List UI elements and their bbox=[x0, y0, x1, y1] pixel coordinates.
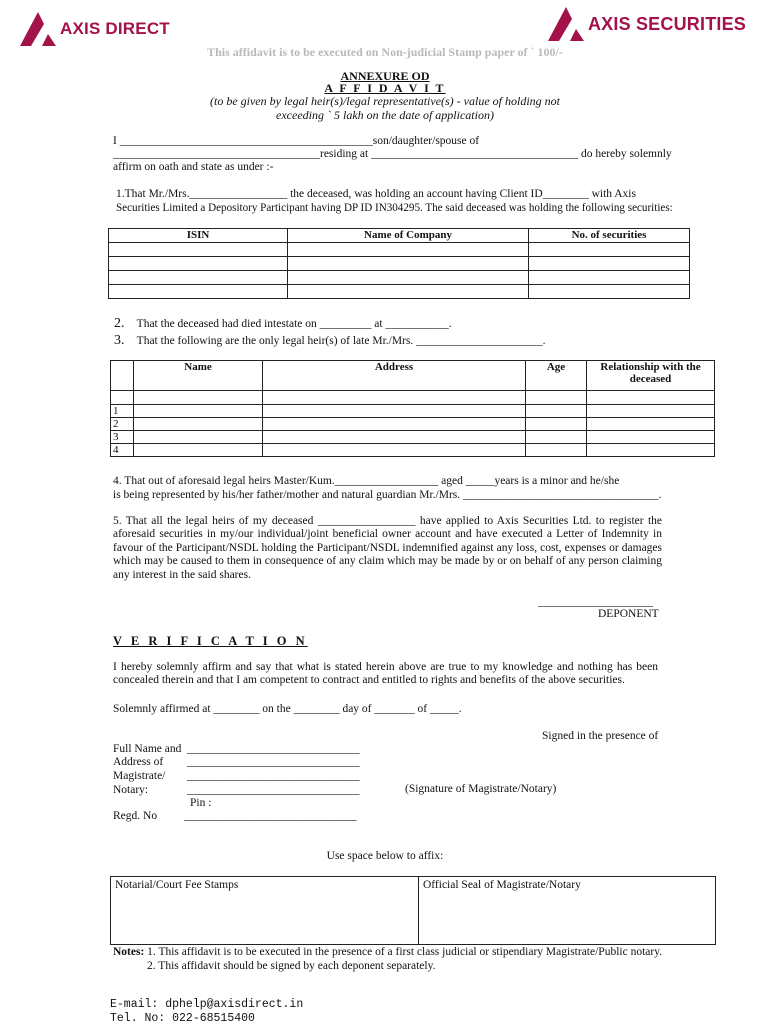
table-cell[interactable] bbox=[587, 418, 715, 431]
point-3 bbox=[114, 333, 545, 349]
affix-boxes bbox=[110, 876, 716, 945]
table-cell[interactable] bbox=[526, 431, 587, 444]
note-1 bbox=[113, 945, 662, 959]
row-number: 2 bbox=[111, 418, 134, 431]
notes-label: Notes: bbox=[113, 946, 145, 958]
table-cell[interactable] bbox=[288, 243, 529, 257]
table-row bbox=[109, 243, 690, 257]
table-cell[interactable] bbox=[587, 431, 715, 444]
intro-i: I bbox=[113, 135, 117, 147]
col-company: Name of Company bbox=[288, 229, 529, 243]
table-row bbox=[111, 391, 715, 405]
col-isin: ISIN bbox=[109, 229, 288, 243]
table-row bbox=[111, 405, 715, 418]
address-blank-3[interactable]: ______________________________ bbox=[187, 784, 360, 796]
table-cell[interactable] bbox=[529, 271, 690, 285]
annexure-title: ANNEXURE OD bbox=[340, 69, 430, 83]
point-3-number: 3. bbox=[114, 333, 125, 348]
point-2-number: 2. bbox=[114, 316, 125, 331]
point-2-text: That the deceased had died intestate on _________ at ___________. bbox=[136, 318, 452, 330]
axis-logo-icon bbox=[546, 5, 586, 43]
table-cell[interactable] bbox=[134, 418, 263, 431]
para4-line-1: 4. That out of aforesaid legal heirs Master/Kum.__________________ aged _____years is a minor and he/she bbox=[113, 475, 620, 487]
affix-label: Use space below to affix: bbox=[326, 850, 444, 862]
table-cell[interactable] bbox=[263, 405, 526, 418]
row-number: 1 bbox=[111, 405, 134, 418]
full-name-label: Full Name and bbox=[113, 743, 182, 755]
table-cell[interactable] bbox=[587, 444, 715, 457]
regd-no-blank[interactable]: ______________________________ bbox=[184, 810, 357, 822]
note-2: 2. This affidavit should be signed by each deponent separately. bbox=[147, 960, 436, 972]
table-cell[interactable] bbox=[109, 285, 288, 299]
court-fee-stamp-box: Notarial/Court Fee Stamps bbox=[111, 877, 419, 944]
col-address: Address bbox=[263, 361, 526, 391]
table-row bbox=[109, 271, 690, 285]
table-cell[interactable] bbox=[526, 391, 587, 405]
table-cell[interactable] bbox=[526, 418, 587, 431]
table-cell[interactable] bbox=[587, 391, 715, 405]
para4-line-2: is being represented by his/her father/mother and natural guardian Mr./Mrs. __________________________________. bbox=[113, 489, 662, 501]
row-number: 3 bbox=[111, 431, 134, 444]
para5-text: 5. That all the legal heirs of my deceased _________________ have applied to Axis Securities Ltd. to register the aforesaid securities in my/our individual/joint beneficial owner account and have executed a Letter of Indemnity in favour of the Participant/NSDL holding the Participant/NSDL indemnified against any loss, cost, expenses or damages which may be caused to them in consequence of any claim which may be made by or on behalf of any person claiming any interest in the said shares. bbox=[113, 515, 662, 581]
col-securities: No. of securities bbox=[529, 229, 690, 243]
contact-tel: Tel. No: 022-68515400 bbox=[110, 1012, 255, 1025]
axis-direct-logo bbox=[18, 10, 170, 48]
securities-table bbox=[108, 228, 690, 299]
notary-label: Notary: bbox=[113, 784, 149, 796]
intro-name-blank[interactable]: ____________________________________________son/daughter/spouse of bbox=[119, 135, 480, 147]
note-1-text: 1. This affidavit is to be executed in the presence of a first class judicial or stipendiary Magistrate/Public notary. bbox=[147, 946, 663, 958]
signed-presence-label: Signed in the presence of bbox=[542, 730, 659, 742]
row-number bbox=[111, 391, 134, 405]
table-row bbox=[109, 285, 690, 299]
table-cell[interactable] bbox=[529, 243, 690, 257]
intro-solemnly: do hereby solemnly bbox=[580, 148, 672, 160]
col-age: Age bbox=[526, 361, 587, 391]
address-label: Address of bbox=[113, 756, 164, 768]
legal-heirs-table bbox=[110, 360, 715, 457]
table-cell[interactable] bbox=[109, 243, 288, 257]
notes bbox=[113, 945, 662, 973]
table-cell[interactable] bbox=[263, 444, 526, 457]
para1-line-2: Securities Limited a Depository Participant having DP ID IN304295. The said deceased was holding the following securities: bbox=[116, 202, 673, 214]
full-name-blank[interactable]: ______________________________ bbox=[187, 743, 360, 755]
row-number: 4 bbox=[111, 444, 134, 457]
affidavit-subtitle-2: exceeding ` 5 lakh on the date of application) bbox=[276, 108, 494, 122]
table-row bbox=[109, 257, 690, 271]
table-cell[interactable] bbox=[288, 285, 529, 299]
magistrate-signature-label: (Signature of Magistrate/Notary) bbox=[405, 783, 557, 795]
table-cell[interactable] bbox=[109, 271, 288, 285]
intro-line-3: affirm on oath and state as under :- bbox=[113, 161, 274, 173]
intro-relation-blank[interactable]: ____________________________________residing at bbox=[113, 148, 369, 160]
axis-direct-logo-text: AXIS DIRECT bbox=[60, 19, 170, 38]
affidavit-subtitle-1: (to be given by legal heir(s)/legal representative(s) - value of holding not bbox=[209, 94, 560, 108]
point-3-text: That the following are the only legal heir(s) of late Mr./Mrs. ______________________. bbox=[136, 335, 546, 347]
solemnly-affirmed-line: Solemnly affirmed at ________ on the ________ day of _______ of _____. bbox=[113, 703, 462, 715]
table-cell[interactable] bbox=[526, 444, 587, 457]
para1-line-1: 1.That Mr./Mrs._________________ the deceased, was holding an account having Client ID________ with Axis bbox=[116, 188, 636, 200]
col-number bbox=[111, 361, 134, 391]
deponent-label: DEPONENT bbox=[598, 608, 659, 620]
contact-email: E-mail: dphelp@axisdirect.in bbox=[110, 998, 304, 1011]
table-cell[interactable] bbox=[587, 405, 715, 418]
table-cell[interactable] bbox=[529, 257, 690, 271]
point-2 bbox=[114, 316, 452, 332]
pin-label: Pin : bbox=[190, 797, 212, 809]
table-cell[interactable] bbox=[288, 271, 529, 285]
axis-securities-logo bbox=[546, 5, 746, 43]
intro-address-blank[interactable]: ____________________________________ bbox=[371, 148, 579, 160]
table-cell[interactable] bbox=[134, 431, 263, 444]
magistrate-label: Magistrate/ bbox=[113, 770, 166, 782]
verification-text: I hereby solemnly affirm and say that what is stated herein above are true to my knowledge and nothing has been concealed therein and that I am competent to contract and entitled to rights and benefits of the above securities. bbox=[113, 661, 658, 687]
table-cell[interactable] bbox=[134, 391, 263, 405]
address-blank-2[interactable]: ______________________________ bbox=[187, 770, 360, 782]
col-relationship: Relationship with the deceased bbox=[587, 361, 715, 391]
table-cell[interactable] bbox=[134, 444, 263, 457]
address-blank-1[interactable]: ______________________________ bbox=[187, 756, 360, 768]
col-name: Name bbox=[134, 361, 263, 391]
table-cell[interactable] bbox=[109, 257, 288, 271]
intro-line-1 bbox=[113, 135, 479, 147]
table-cell[interactable] bbox=[134, 405, 263, 418]
table-row bbox=[111, 431, 715, 444]
table-cell[interactable] bbox=[526, 405, 587, 418]
table-cell[interactable] bbox=[263, 431, 526, 444]
axis-logo-icon bbox=[18, 10, 58, 48]
affidavit-title: A F F I D A V I T bbox=[324, 81, 446, 95]
table-cell[interactable] bbox=[529, 285, 690, 299]
table-cell[interactable] bbox=[288, 257, 529, 271]
table-row bbox=[111, 444, 715, 457]
intro-line-2 bbox=[113, 148, 672, 160]
verification-heading: V E R I F I C A T I O N bbox=[113, 634, 308, 648]
official-seal-box: Official Seal of Magistrate/Notary bbox=[423, 879, 581, 891]
table-cell[interactable] bbox=[263, 418, 526, 431]
table-cell[interactable] bbox=[263, 391, 526, 405]
stamp-paper-note: This affidavit is to be executed on Non-judicial Stamp paper of ` 100/- bbox=[207, 45, 563, 59]
deponent-signature-line[interactable]: ____________________ bbox=[538, 596, 653, 608]
regd-no-label: Regd. No bbox=[113, 810, 158, 822]
axis-securities-logo-text: AXIS SECURITIES bbox=[587, 13, 746, 34]
table-row bbox=[111, 418, 715, 431]
